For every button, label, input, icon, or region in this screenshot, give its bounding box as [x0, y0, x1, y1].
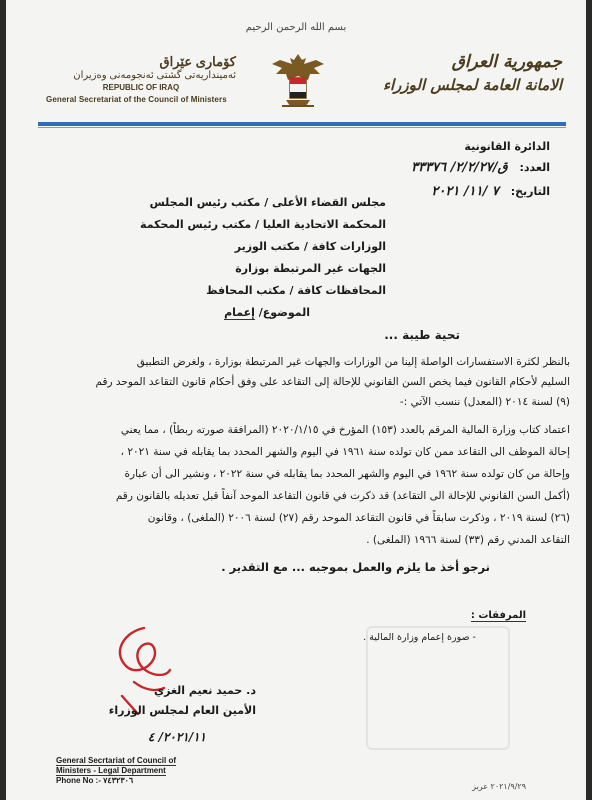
- header-kurdish-english: [46, 54, 236, 104]
- subject-line: [224, 306, 310, 319]
- paragraph-2-line-5: (٢٦) لسنة ٢٠١٩ ، وذكرت سابقاً في قانون التقاعد الموحد رقم (٢٧) لسنة ٢٠٠٦ (الملغى) ، وقانون: [147, 512, 570, 524]
- paragraph-2-line-2: إحالة الموظف الى التقاعد ممن كان تولده سنة ١٩٦١ في اليوم والشهر المحدد بما يقابله في سنة ٢٠٢١ ،: [120, 446, 570, 458]
- paragraph-2-line-6: التقاعد المدني رقم (٣٣) لسنة ١٩٦٦ (الملغى) .: [366, 534, 570, 546]
- footer-line-1: General Secrtariat of Council of: [56, 756, 177, 765]
- header-kurdish-line1: كۆماری عێراق: [159, 54, 236, 69]
- footer-phone-label: Phone No :-: [56, 776, 101, 785]
- signatory-title: الأمين العام لمجلس الوزراء: [108, 704, 256, 717]
- attachments-label: المرفقات :: [470, 610, 526, 621]
- signatory-name: د. حميد نعيم الغزي: [154, 684, 256, 697]
- header-arabic: [382, 52, 562, 94]
- subject-value: إعمام: [224, 306, 255, 319]
- department-label: الدائرة القانونية: [464, 140, 550, 153]
- document-page: [6, 0, 586, 800]
- number-value: ق/٢/٢/٢٧/ ٣٣٣٧٦: [411, 160, 508, 175]
- footer-phone-value: ٧٤٣٢٣٠٦: [103, 776, 134, 785]
- attachment-item: - صورة إعمام وزارة المالية .: [363, 632, 476, 643]
- addressee-1: مجلس القضاء الأعلى / مكتب رئيس المجلس: [149, 196, 386, 209]
- date-label: التاريخ:: [510, 185, 550, 198]
- header-divider: [38, 122, 566, 126]
- addressee-2: المحكمة الاتحادية العليا / مكتب رئيس المحكمة: [140, 218, 386, 231]
- footer-contact: [56, 756, 176, 786]
- addressee-5: المحافظات كافة / مكتب المحافظ: [206, 284, 386, 297]
- greeting: تحية طيبة ...: [384, 328, 460, 342]
- header-ar-line1: جمهورية العراق: [451, 52, 562, 72]
- faded-stamp: [366, 626, 510, 750]
- paragraph-1-line-1: بالنظر لكثرة الاستفسارات الواصلة إلينا من الوزارات والجهات غير المرتبطة بوزارة ، ولغرض التطبيق: [136, 356, 570, 368]
- header-en-line1: REPUBLIC OF IRAQ: [102, 83, 180, 92]
- header-kurdish-line2: ئەمینداریەتی گشتی ئەنجومەنی وەزیران: [73, 70, 236, 81]
- paragraph-1-line-2: السليم لأحكام القانون فيما يخص السن القانوني للإحالة إلى التقاعد على وفق أحكام قانون التقاعد الموحد رقم: [95, 376, 570, 388]
- footer-note: ٢٠٢١/٩/٢٩ عربز: [472, 782, 526, 791]
- paragraph-1-line-3: (٩) لسنة ٢٠١٤ (المعدل) ننسب الآتي :-: [399, 396, 570, 408]
- iraq-eagle-emblem-icon: [268, 50, 328, 112]
- paragraph-2-line-1: اعتماد كتاب وزارة المالية المرقم بالعدد (١٥٣) المؤرخ في ٢٠٢٠/١/١٥ (المرافقة صورته ربطاً) ، مما يعني: [120, 424, 570, 436]
- date-value: ٧ /١١/ ٢٠٢١: [431, 184, 499, 199]
- subject-label: الموضوع/: [258, 306, 310, 319]
- paragraph-2-line-4: (أكمل السن القانوني للإحالة الى التقاعد) قد ذكرت في قانون التقاعد الموحد آنفاً قبل تعديله بالقانون رقم: [115, 490, 570, 502]
- footer-line-2: Ministers - Legal Department: [56, 766, 166, 775]
- number-label: العدد:: [519, 161, 550, 174]
- paragraph-2-line-3: وإحالة من كان تولده سنة ١٩٦٢ في اليوم والشهر المحدد بما يقابله في سنة ٢٠٢٢ ، ونشير الى أن عبارة: [124, 468, 570, 480]
- header-en-line2: General Secretariat of the Council of Ministers: [46, 95, 227, 104]
- closing-line: نرجو أخذ ما يلزم والعمل بموجبه ... مع التقدير .: [221, 560, 490, 574]
- addressee-4: الجهات غير المرتبطة بوزارة: [235, 262, 386, 275]
- addressee-3: الوزارات كافة / مكتب الوزير: [234, 240, 386, 253]
- attachments-heading: [471, 610, 526, 621]
- signature-date: ٢٠٢١/١١/ ٤: [147, 730, 206, 744]
- header-divider-thin: [38, 127, 566, 128]
- reference-number-row: [411, 160, 550, 175]
- header-ar-line2: الامانة العامة لمجلس الوزراء: [382, 76, 562, 94]
- date-row: [431, 184, 550, 199]
- basmala: بسم الله الرحمن الرحيم: [245, 22, 347, 33]
